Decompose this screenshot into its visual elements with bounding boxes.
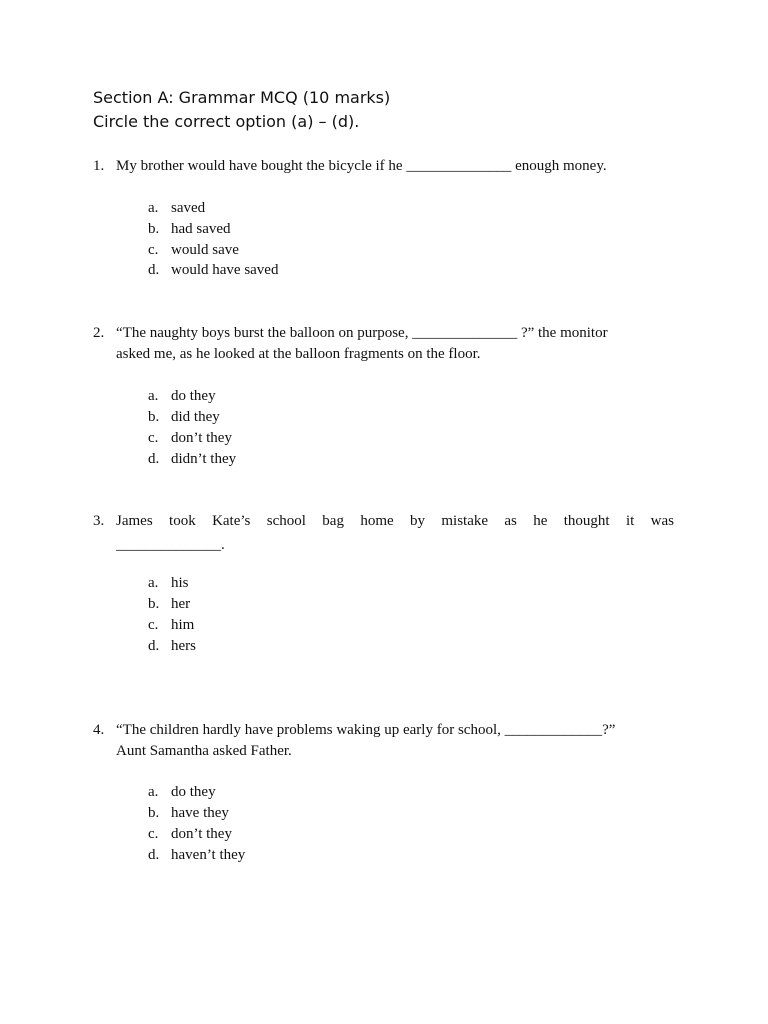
question-word: it — [625, 513, 635, 529]
option-letter: b. — [148, 596, 160, 612]
question-word: bag — [322, 513, 344, 529]
option-text: haven’t they — [171, 847, 246, 863]
option-letter: c. — [148, 826, 159, 842]
question-word: home — [360, 513, 394, 529]
option-letter: c. — [148, 617, 159, 633]
option-letter: a. — [148, 784, 159, 800]
question-word: as — [504, 513, 517, 529]
question-word: mistake — [441, 513, 489, 529]
question-text: “The children hardly have problems waking up early for school, _____________?” — [116, 722, 616, 738]
option-letter: d. — [148, 638, 160, 654]
section-instruction: Circle the correct option (a) – (d). — [93, 112, 360, 131]
question-word: thought — [563, 513, 610, 529]
question-word: James — [116, 513, 153, 529]
question-word: was — [650, 513, 674, 529]
question-text: asked me, as he looked at the balloon fragments on the floor. — [116, 346, 481, 362]
option-text: hers — [171, 638, 196, 654]
question-word: by — [410, 513, 425, 529]
option-text: don’t they — [171, 826, 232, 842]
option-text: his — [171, 575, 189, 591]
question-number: 3. — [93, 513, 105, 529]
option-letter: b. — [148, 409, 160, 425]
option-letter: b. — [148, 805, 160, 821]
option-letter: a. — [148, 200, 159, 216]
option-text: had saved — [171, 221, 231, 237]
option-letter: d. — [148, 847, 160, 863]
option-text: have they — [171, 805, 229, 821]
question-number: 4. — [93, 722, 105, 738]
option-text: saved — [171, 200, 206, 216]
question-word: school — [266, 513, 306, 529]
question-text: ______________. — [116, 537, 225, 553]
question-text: Aunt Samantha asked Father. — [116, 743, 292, 759]
option-letter: a. — [148, 575, 159, 591]
question-text: My brother would have bought the bicycle if he ______________ enough money. — [116, 158, 607, 174]
option-letter: d. — [148, 451, 160, 467]
question-word: Kate’s — [212, 513, 251, 529]
option-text: him — [171, 617, 195, 633]
option-letter: c. — [148, 430, 159, 446]
option-text: did they — [171, 409, 220, 425]
option-text: would have saved — [171, 262, 279, 278]
option-letter: b. — [148, 221, 160, 237]
question-word: he — [533, 513, 548, 529]
option-letter: c. — [148, 242, 159, 258]
option-text: do they — [171, 388, 216, 404]
option-letter: a. — [148, 388, 159, 404]
question-word: took — [169, 513, 196, 529]
option-letter: d. — [148, 262, 160, 278]
section-title: Section A: Grammar MCQ (10 marks) — [93, 88, 391, 107]
question-text-justified — [116, 511, 674, 532]
option-text: don’t they — [171, 430, 232, 446]
option-text: her — [171, 596, 191, 612]
option-text: didn’t they — [171, 451, 237, 467]
option-text: do they — [171, 784, 216, 800]
question-text: “The naughty boys burst the balloon on purpose, ______________ ?” the monitor — [116, 325, 608, 341]
option-text: would save — [171, 242, 239, 258]
question-number: 1. — [93, 158, 105, 174]
question-number: 2. — [93, 325, 105, 341]
